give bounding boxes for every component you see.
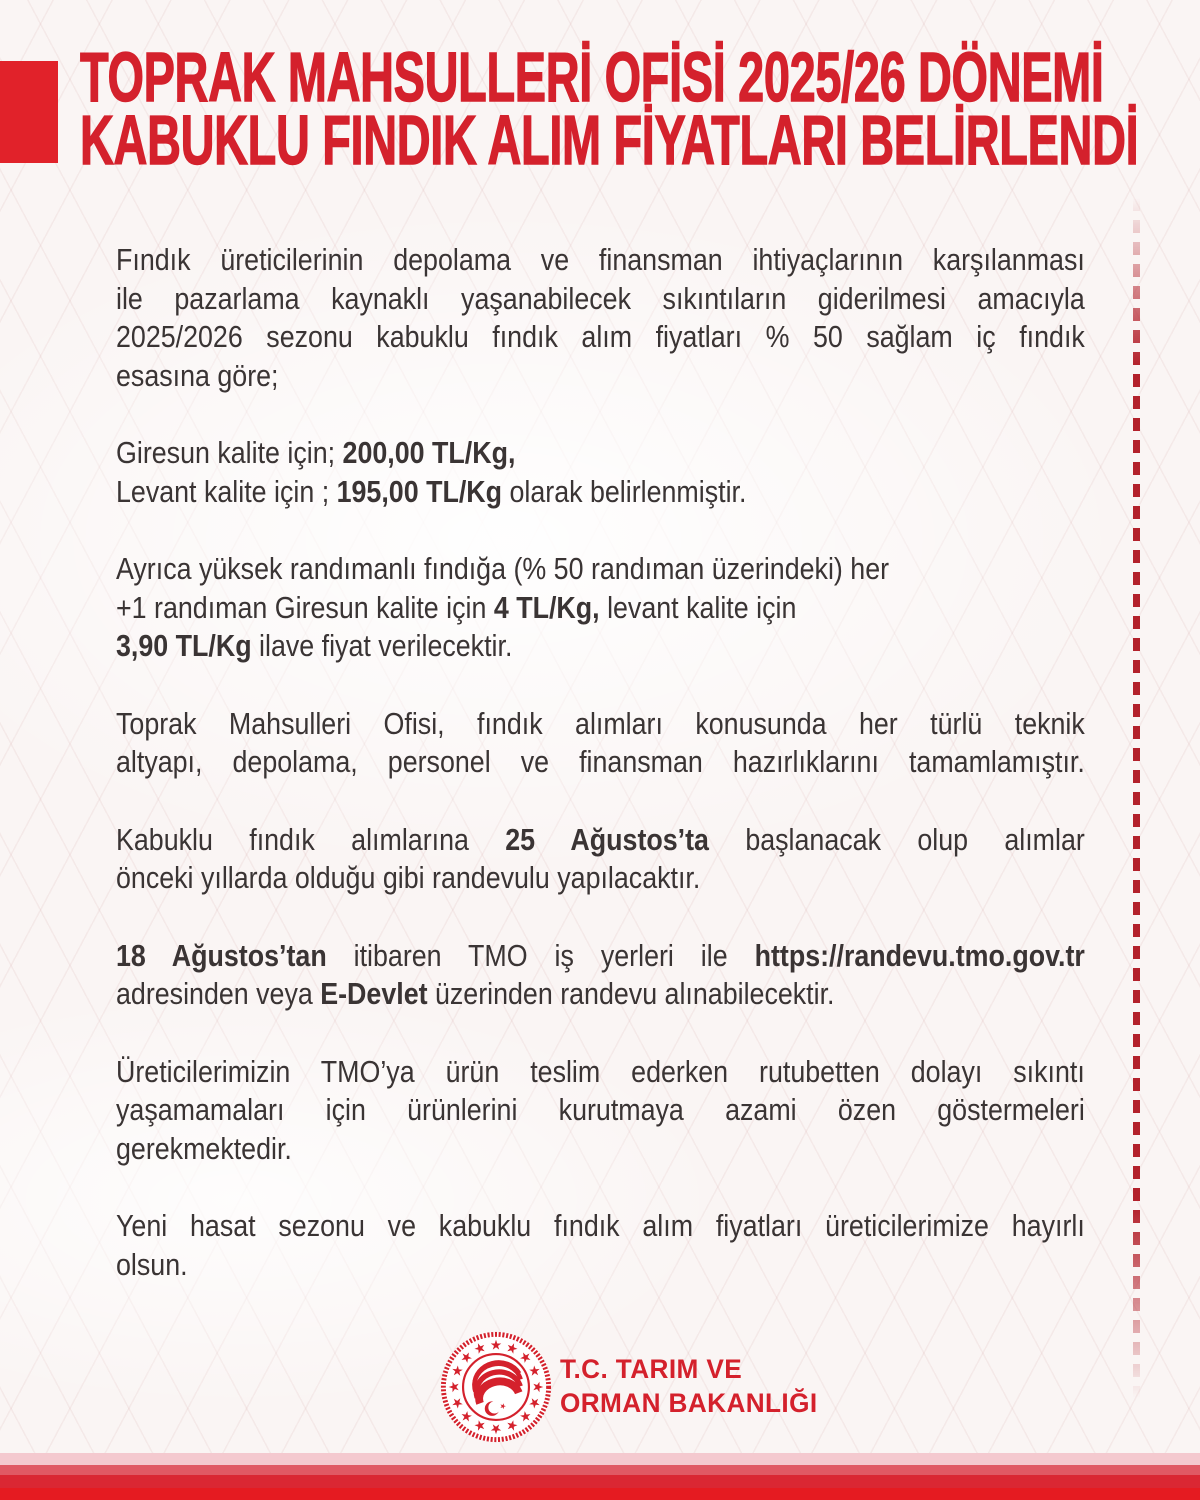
text-segment: ile pazarlama kaynaklı yaşanabilecek sıkıntıların giderilmesi amacıyla — [116, 280, 1085, 316]
text-segment: adresinden veya — [116, 976, 321, 1011]
body-paragraph — [116, 434, 1085, 511]
text-segment: Toprak Mahsulleri Ofisi, fındık alımları konusunda her türlü teknik — [116, 705, 1085, 741]
text-segment: altyapı, depolama, personel ve finansman hazırlıklarını tamamlamıştır. — [116, 744, 1085, 779]
text-line — [116, 975, 1085, 1014]
page-title-line-2: KABUKLU FINDIK ALIM FİYATLARI BELİRLENDİ — [80, 101, 1139, 179]
footer-stripe-2 — [0, 1465, 1200, 1475]
text-segment: 3,90 TL/Kg — [116, 628, 252, 663]
text-line — [116, 241, 1085, 280]
text-segment: olsun. — [116, 1246, 188, 1282]
text-segment: +1 randıman Giresun kalite için — [116, 589, 494, 625]
text-line — [116, 859, 1085, 898]
ministry-emblem — [437, 1328, 555, 1446]
text-line — [116, 705, 1085, 744]
text-segment: yaşamamaları için ürünlerini kurutmaya azami özen göstermeleri — [116, 1092, 1085, 1127]
text-segment: olarak belirlenmiştir. — [502, 473, 747, 509]
text-line — [116, 473, 1085, 512]
body-paragraph — [116, 241, 1085, 395]
ministry-name-line-2: ORMAN BAKANLIĞI — [560, 1388, 818, 1418]
title-accent-bar — [0, 61, 58, 163]
footer — [0, 1328, 1200, 1452]
body-paragraph — [116, 705, 1085, 782]
text-line — [116, 357, 1085, 396]
text-segment: E-Devlet — [320, 976, 428, 1011]
ministry-name-line-1: T.C. TARIM VE — [560, 1354, 743, 1384]
text-segment: levant kalite için — [599, 589, 797, 625]
text-segment: önceki yıllarda olduğu gibi randevulu yapılacaktır. — [116, 860, 701, 895]
text-line — [116, 1207, 1085, 1246]
page-title — [80, 38, 1139, 179]
text-line — [116, 627, 1085, 666]
text-segment: Üreticilerimizin TMO’ya ürün teslim ederken rutubetten dolayı sıkıntı — [116, 1053, 1085, 1089]
text-segment: Giresun kalite için; — [116, 435, 343, 470]
page-title-line-1: TOPRAK MAHSULLERİ OFİSİ 2025/26 DÖNEMİ — [80, 38, 1104, 116]
text-segment: Kabuklu fındık alımlarına — [116, 821, 506, 857]
text-segment: üzerinden randevu alınabilecektir. — [427, 976, 835, 1011]
body-paragraph — [116, 1053, 1085, 1169]
announcement-url: https://randevu.tmo.gov.tr — [754, 937, 1085, 973]
text-segment: 200,00 TL/Kg, — [342, 435, 516, 470]
text-line — [116, 743, 1085, 782]
text-line — [116, 318, 1085, 357]
body-paragraph — [116, 1207, 1085, 1284]
text-line — [116, 589, 1085, 628]
text-line — [116, 280, 1085, 319]
text-segment: Levant kalite için ; — [116, 473, 337, 509]
text-line — [116, 821, 1085, 860]
text-line — [116, 1053, 1085, 1092]
ministry-name — [560, 1352, 818, 1420]
text-segment: esasına göre; — [116, 357, 279, 393]
text-line — [116, 434, 1085, 473]
text-segment: Yeni hasat sezonu ve kabuklu fındık alım fiyatları üreticilerimize hayırlı — [116, 1208, 1085, 1243]
text-line — [116, 550, 1085, 589]
text-segment: 2025/2026 sezonu kabuklu fındık alım fiyatları % 50 sağlam iç fındık — [116, 319, 1085, 354]
announcement-body — [116, 241, 1085, 1323]
text-segment: gerekmektedir. — [116, 1130, 292, 1166]
text-segment: başlanacak olup alımlar — [708, 821, 1085, 857]
text-line — [116, 1130, 1085, 1169]
body-paragraph — [116, 937, 1085, 1014]
text-segment: Fındık üreticilerinin depolama ve finansman ihtiyaçlarının karşılanması — [116, 242, 1085, 277]
dashed-divider — [1133, 198, 1140, 1398]
text-segment: ilave fiyat verilecektir. — [251, 628, 513, 663]
text-segment: itibaren TMO iş yerleri ile — [326, 937, 755, 973]
text-segment: 195,00 TL/Kg — [336, 473, 503, 509]
text-segment: 25 Ağustos’ta — [505, 821, 709, 857]
text-segment: 18 Ağustos’tan — [116, 937, 327, 973]
footer-stripe-3 — [0, 1475, 1200, 1488]
body-paragraph — [116, 821, 1085, 898]
footer-stripes — [0, 1453, 1200, 1500]
footer-stripe-4 — [0, 1488, 1200, 1500]
text-segment: 4 TL/Kg, — [493, 589, 600, 625]
text-line — [116, 1246, 1085, 1285]
text-line — [116, 1091, 1085, 1130]
text-line — [116, 937, 1085, 976]
body-paragraph — [116, 550, 1085, 666]
footer-stripe-1 — [0, 1453, 1200, 1465]
text-segment: Ayrıca yüksek randımanlı fındığa (% 50 randıman üzerindeki) her — [116, 551, 890, 586]
